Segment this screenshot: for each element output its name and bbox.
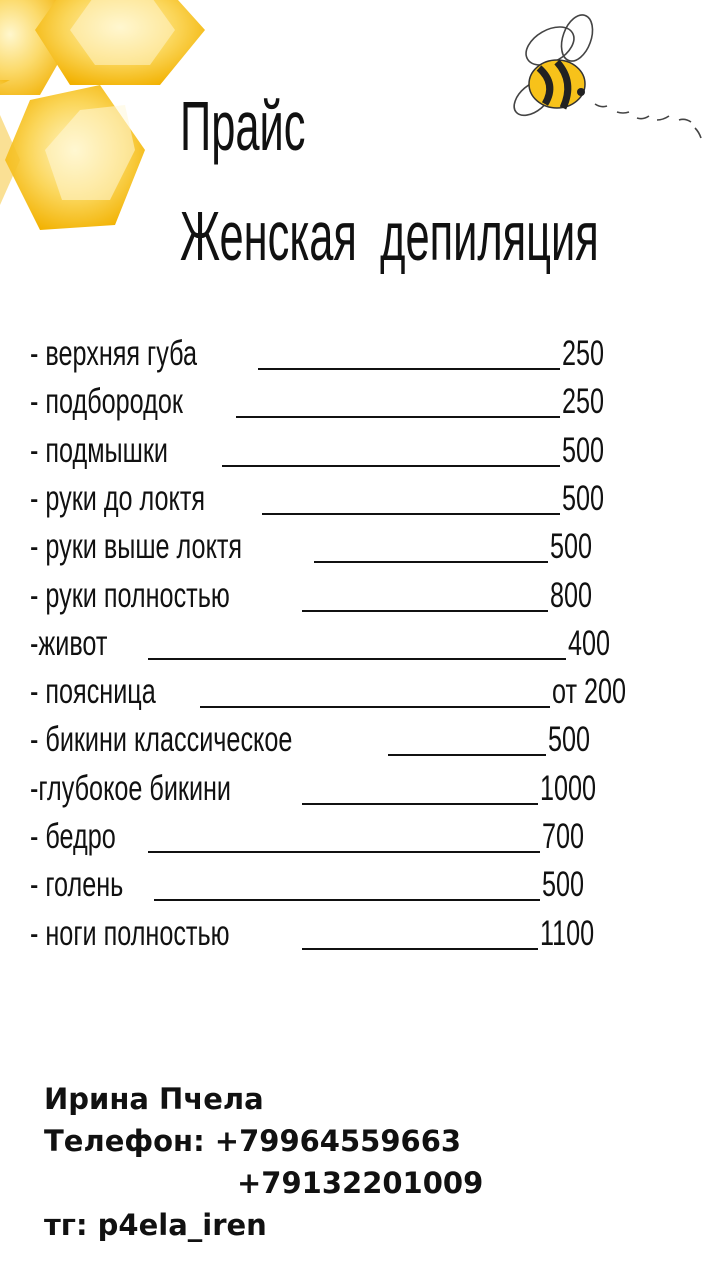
leader-line (388, 754, 546, 756)
service-price: 1000 (540, 768, 597, 808)
phone-number-1: +79964559663 (214, 1124, 462, 1158)
telegram-handle: тг: p4ela_iren (44, 1208, 267, 1242)
service-price: 1100 (540, 913, 595, 953)
service-price: 500 (550, 527, 593, 567)
service-name: - подбородок (30, 382, 183, 422)
price-row (30, 475, 670, 523)
service-name: -глубокое бикини (30, 768, 232, 808)
leader-line (148, 658, 566, 660)
service-price: от 200 (552, 672, 627, 712)
service-name: - бикини классическое (30, 720, 293, 760)
service-name: - бедро (30, 817, 116, 856)
price-row (30, 716, 670, 764)
service-name: - руки выше локтя (30, 527, 243, 567)
price-row (30, 813, 670, 861)
leader-line (302, 610, 548, 612)
service-name: - верхняя губа (30, 334, 198, 373)
leader-line (314, 561, 548, 563)
price-row (30, 765, 670, 813)
page-subtitle: Женская депиляция (180, 197, 599, 275)
price-row (30, 523, 670, 571)
service-name: - поясница (30, 672, 156, 712)
leader-line (302, 948, 538, 950)
leader-line (200, 706, 550, 708)
contacts (44, 1078, 483, 1246)
service-price: 500 (562, 430, 605, 470)
service-price: 500 (548, 720, 591, 760)
leader-line (262, 513, 560, 515)
price-row (30, 861, 670, 909)
leader-line (148, 851, 540, 853)
leader-line (302, 803, 538, 805)
leader-line (258, 368, 560, 370)
service-price: 250 (562, 382, 605, 422)
phone-number-2: +79132201009 (237, 1166, 484, 1200)
leader-line (154, 899, 540, 901)
price-row (30, 572, 670, 620)
service-price: 500 (562, 478, 605, 518)
service-name: - голень (30, 865, 124, 905)
page-title: Прайс (180, 87, 306, 165)
service-price: 700 (542, 817, 585, 856)
leader-line (236, 416, 560, 418)
service-name: - руки полностью (30, 575, 230, 615)
price-row (30, 427, 670, 475)
service-price: 500 (542, 865, 585, 905)
service-price: 250 (562, 334, 605, 373)
service-name: - подмышки (30, 430, 168, 470)
service-price: 400 (568, 623, 611, 663)
contact-phone-line (44, 1120, 483, 1162)
price-row (30, 910, 670, 958)
price-row (30, 668, 670, 716)
price-row (30, 378, 670, 426)
bee-icon (495, 8, 710, 148)
service-price: 800 (550, 575, 593, 615)
service-name: - руки до локтя (30, 478, 206, 518)
contact-name: Ирина Пчела (44, 1082, 264, 1116)
price-row (30, 330, 670, 378)
service-name: -живот (30, 623, 108, 663)
price-row (30, 620, 670, 668)
phone-label: Телефон: (44, 1124, 215, 1158)
service-name: - ноги полностью (30, 913, 230, 953)
leader-line (222, 465, 560, 467)
